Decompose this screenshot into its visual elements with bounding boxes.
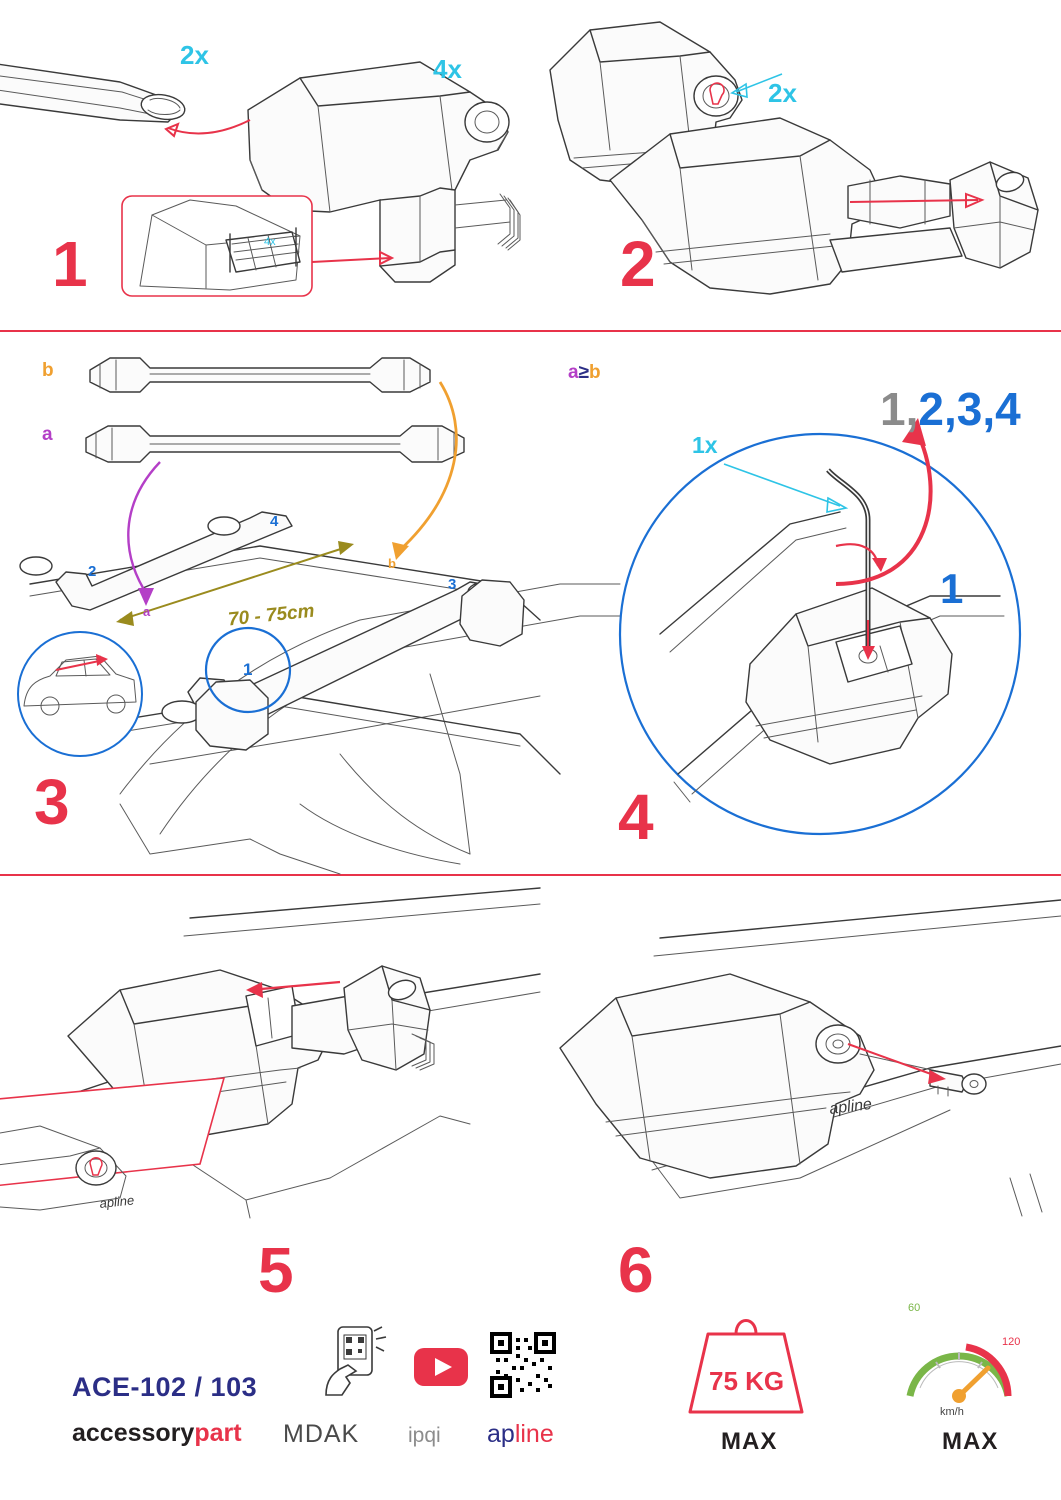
step-6-number: 6	[618, 1234, 652, 1306]
rack-bar-foot-assembly	[610, 118, 1038, 300]
phone-qr-scan-icon[interactable]	[316, 1325, 392, 1397]
step-4-sequence	[880, 382, 1021, 436]
max-speed-icon	[896, 1300, 1022, 1418]
lock-key-icon	[860, 1054, 986, 1096]
svg-text:4x: 4x	[264, 236, 276, 248]
step-3-position-4: 4	[270, 513, 279, 530]
brand-mdak: MDAK	[283, 1420, 360, 1448]
crossbar-a	[86, 426, 464, 462]
max-speed-label: MAX	[942, 1428, 999, 1455]
car-roof-drawing	[120, 584, 620, 874]
brand-ap-text: ap	[487, 1420, 515, 1448]
max-load-label: MAX	[721, 1428, 778, 1455]
step-2-panel	[530, 0, 1061, 330]
speed-unit: km/h	[940, 1406, 964, 1418]
condition-b: b	[589, 362, 601, 383]
brand-accessorypart	[72, 1419, 242, 1448]
condition-a: a	[568, 362, 579, 383]
svg-text:apline: apline	[828, 1095, 873, 1118]
step-3-dimension: 70 - 75cm	[227, 600, 316, 631]
car-direction-inset	[18, 632, 142, 756]
step-3-number: 3	[34, 766, 68, 838]
divider-2	[0, 874, 1061, 876]
step-3-position-3: 3	[448, 576, 457, 593]
step-4-one: 1	[940, 565, 964, 612]
speed-max-tick: 120	[1002, 1336, 1021, 1348]
brand-apline	[487, 1420, 554, 1449]
max-load-value: 75 KG	[709, 1366, 785, 1396]
step-3-label-b: b	[42, 360, 54, 381]
step-4-quantity: 1x	[692, 432, 718, 458]
step-3-label-a: a	[42, 424, 53, 445]
svg-text:apline: apline	[98, 1192, 135, 1211]
brand-line-text: line	[514, 1420, 554, 1448]
speed-min-tick: 60	[908, 1302, 921, 1314]
rack-foot-detail	[746, 588, 952, 764]
step-1-inset	[122, 196, 312, 296]
step-1-number: 1	[52, 228, 86, 300]
condition-operator: ≥	[578, 362, 590, 383]
step-3-arrow-label-a: a	[143, 604, 151, 619]
qr-code-icon[interactable]	[492, 1334, 554, 1396]
step-5-inset	[0, 1078, 224, 1211]
step-3-arrow-label-b: b	[388, 556, 396, 571]
rack-foot-6	[560, 974, 874, 1178]
step-1-bar-quantity: 2x	[180, 40, 209, 70]
step-3-position-2: 2	[88, 563, 97, 580]
crossbar-b	[90, 358, 430, 392]
step-5-number: 5	[258, 1234, 292, 1306]
divider-1	[0, 330, 1061, 332]
sequence-grey: 1,	[880, 383, 919, 435]
crossbar-drawing	[0, 60, 187, 123]
brand-accessory-text: accessory	[72, 1419, 195, 1447]
step-2-quantity: 2x	[768, 78, 797, 108]
max-load-icon	[684, 1308, 808, 1420]
step-2-number: 2	[620, 228, 654, 300]
product-code: ACE-102 / 103	[72, 1372, 258, 1402]
sequence-blue: 2,3,4	[918, 383, 1021, 435]
step-3-position-1: 1	[243, 660, 253, 679]
youtube-icon[interactable]	[414, 1348, 468, 1386]
step-4-number: 4	[618, 781, 652, 853]
brand-ipqi: ipqi	[408, 1424, 441, 1447]
step-4-condition	[568, 362, 601, 384]
step-6-panel	[530, 878, 1061, 1298]
step-1-foot-quantity: 4x	[433, 54, 462, 84]
brand-part-text: part	[194, 1419, 242, 1447]
